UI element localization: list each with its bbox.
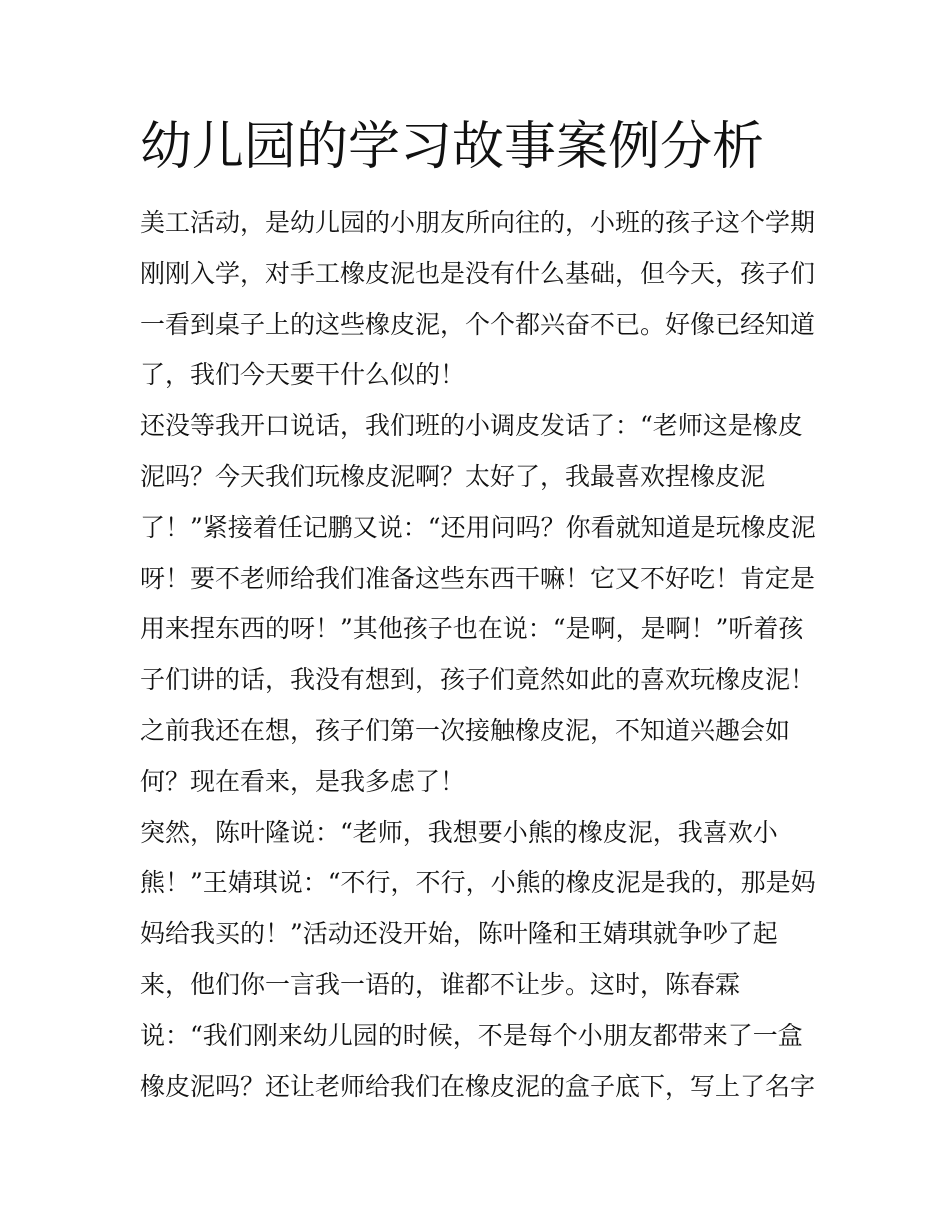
- body-line: 之前我还在想，孩子们第一次接触橡皮泥，不知道兴趣会如: [140, 715, 791, 745]
- body-line: 来，他们你一言我一语的，谁都不让步。这时，陈春霖: [140, 969, 741, 999]
- body-line: 泥吗？今天我们玩橡皮泥啊？太好了，我最喜欢捏橡皮泥: [140, 461, 766, 491]
- body-line: 了，我们今天要干什么似的！: [140, 360, 466, 390]
- body-line: 呀！要不老师给我们准备这些东西干嘛！它又不好吃！肯定是: [140, 563, 816, 593]
- body-line: 熊！”王婧琪说：“不行，不行，小熊的橡皮泥是我的，那是妈: [140, 868, 816, 898]
- body-line: 说：“我们刚来幼儿园的时候，不是每个小朋友都带来了一盒: [140, 1020, 803, 1050]
- body-line: 用来捏东西的呀！”其他孩子也在说：“是啊，是啊！”听着孩: [140, 614, 804, 644]
- body-line: 橡皮泥吗？还让老师给我们在橡皮泥的盒子底下，写上了名字: [140, 1071, 816, 1101]
- document-body: [140, 198, 820, 1112]
- document-title: 幼儿园的学习故事案例分析: [140, 117, 765, 177]
- body-line: 妈给我买的！”活动还没开始，陈叶隆和王婧琪就争吵了起: [140, 919, 778, 949]
- body-line: 何？现在看来，是我多虑了！: [140, 766, 466, 796]
- body-line: 子们讲的话，我没有想到，孩子们竟然如此的喜欢玩橡皮泥！: [140, 665, 816, 695]
- body-line: 美工活动，是幼儿园的小朋友所向往的，小班的孩子这个学期: [140, 208, 816, 237]
- body-line: 突然，陈叶隆说：“老师，我想要小熊的橡皮泥，我喜欢小: [140, 817, 778, 847]
- body-line: 还没等我开口说话，我们班的小调皮发话了：“老师这是橡皮: [140, 411, 803, 441]
- body-line: 刚刚入学，对手工橡皮泥也是没有什么基础，但今天，孩子们: [140, 258, 816, 288]
- body-line: 了！”紧接着任记鹏又说：“还用问吗？你看就知道是玩橡皮泥: [140, 512, 816, 542]
- body-line: 一看到桌子上的这些橡皮泥，个个都兴奋不已。好像已经知道: [140, 309, 816, 339]
